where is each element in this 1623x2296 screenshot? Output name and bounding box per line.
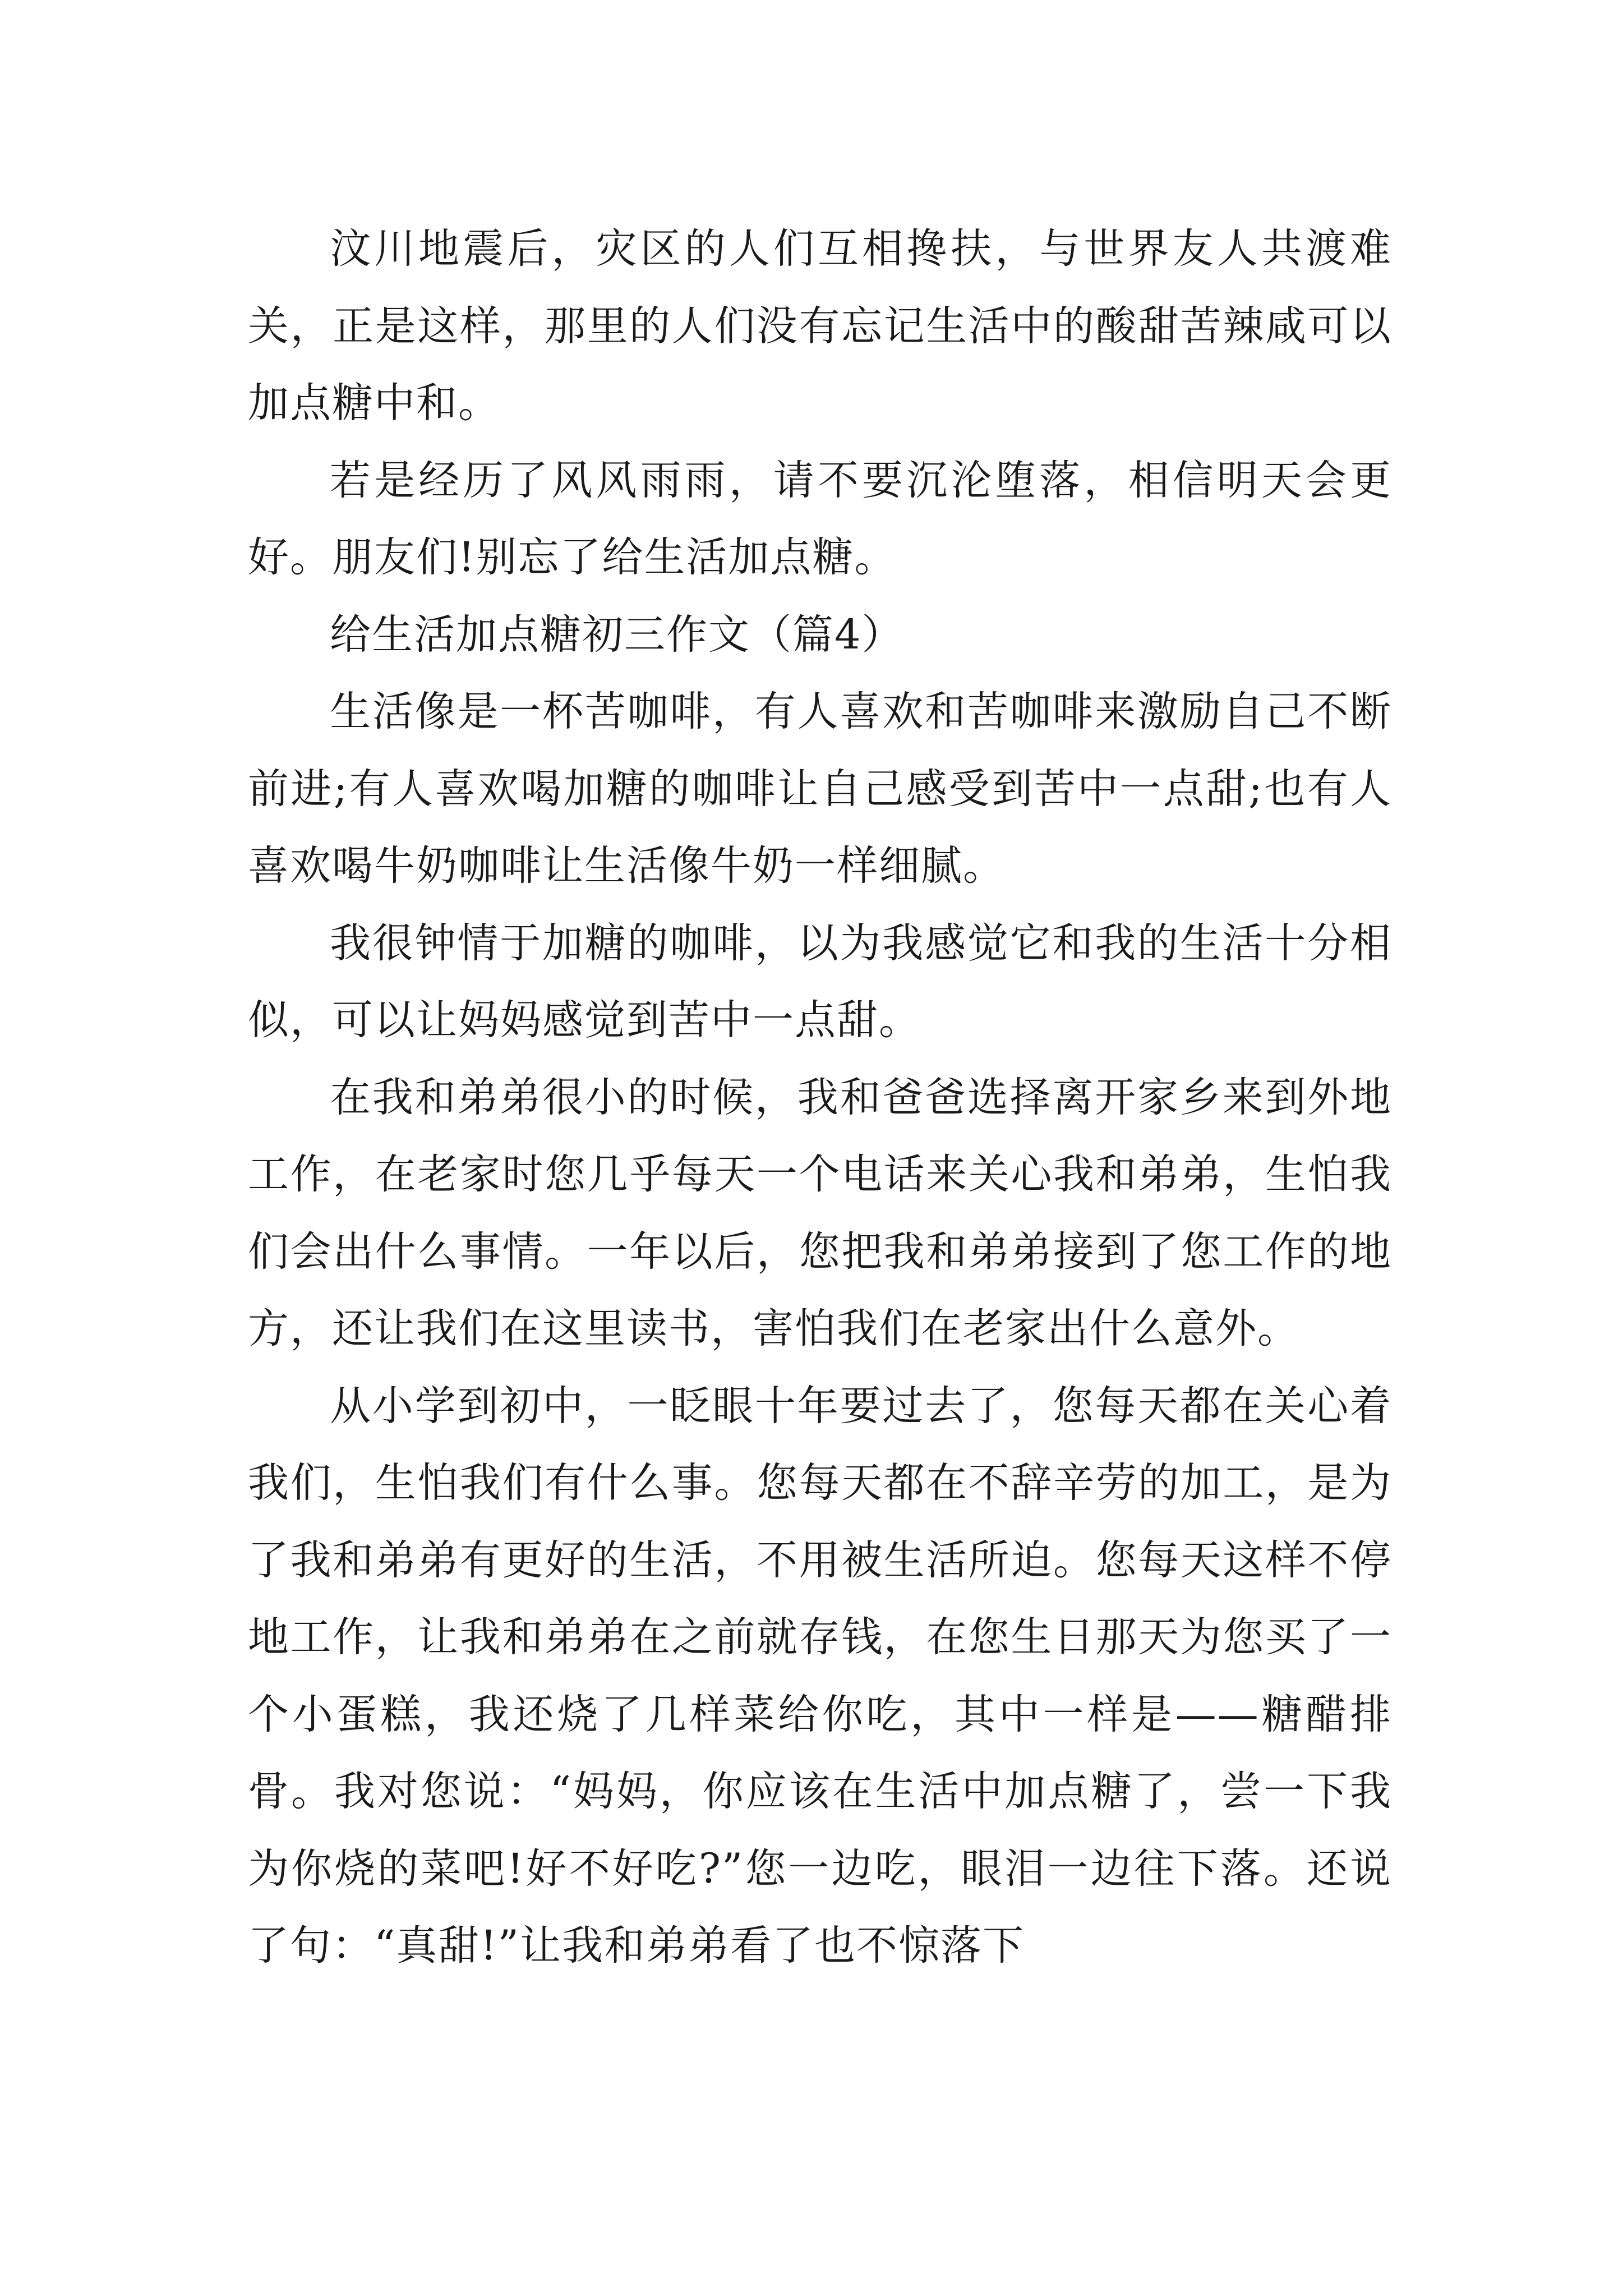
paragraph-wenchuan-earthquake: 汶川地震后，灾区的人们互相搀扶，与世界友人共渡难关，正是这样，那里的人们没有忘记生活中的酸甜苦辣咸可以加点糖中和。 — [248, 225, 1392, 427]
section-heading-essay-4: 给生活加点糖初三作文（篇4） — [330, 610, 904, 659]
paragraph-mother-birthday: 从小学到初中，一眨眼十年要过去了，您每天都在关心着我们，生怕我们有什么事。您每天都在不辞辛劳的加工，是为了我和弟弟有更好的生活，不用被生活所迫。您每天这样不停地工作，让我和弟弟在之前就存钱，在您生日那天为您买了一个小蛋糕，我还烧了几样菜给你吃，其中一样是——糖醋排骨。我对您说：“妈妈，你应该在生活中加点糖了，尝一下我为你烧的菜吧!好不好吃?”您一边吃，眼泪一边往下落。还说了句：“真甜!”让我和弟弟看了也不惊落下 — [248, 1382, 1392, 1970]
paragraph-sweet-coffee: 我很钟情于加糖的咖啡，以为我感觉它和我的生活十分相似，可以让妈妈感觉到苦中一点甜。 — [248, 919, 1392, 1044]
paragraph-coffee-metaphor: 生活像是一杯苦咖啡，有人喜欢和苦咖啡来激励自己不断前进;有人喜欢喝加糖的咖啡让自己感受到苦中一点甜;也有人喜欢喝牛奶咖啡让生活像牛奶一样细腻。 — [248, 688, 1392, 890]
document-body — [248, 210, 1392, 1985]
paragraph-add-sugar-to-life: 若是经历了风风雨雨，请不要沉沦堕落，相信明天会更好。朋友们!别忘了给生活加点糖。 — [248, 456, 1392, 581]
paragraph-childhood: 在我和弟弟很小的时候，我和爸爸选择离开家乡来到外地工作，在老家时您几乎每天一个电话来关心我和弟弟，生怕我们会出什么事情。一年以后，您把我和弟弟接到了您工作的地方，还让我们在这里读书，害怕我们在老家出什么意外。 — [248, 1073, 1392, 1352]
